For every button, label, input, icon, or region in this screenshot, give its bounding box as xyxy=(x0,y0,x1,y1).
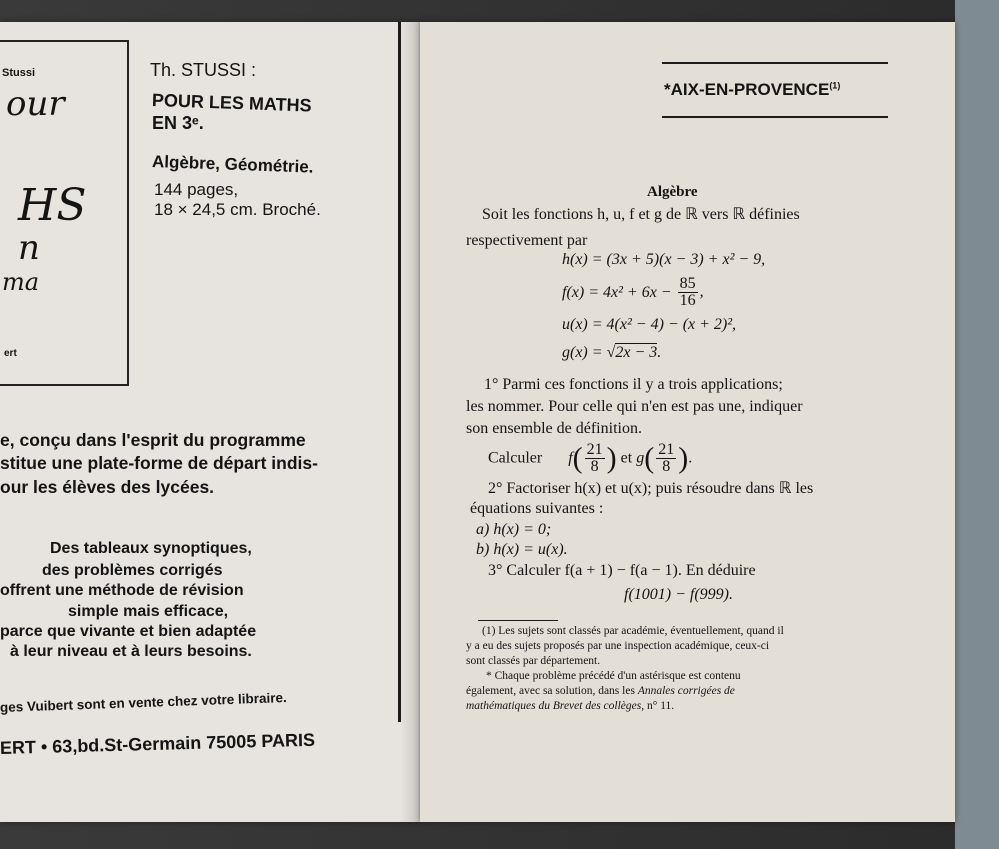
book-feature-line-3: offrent une méthode de révision xyxy=(0,582,244,599)
book-feature-line-1: Des tableaux synoptiques, xyxy=(50,540,252,557)
book-cover-author: Stussi xyxy=(2,67,36,79)
question-2-line-2: équations suivantes : xyxy=(470,500,604,517)
book-description-line-1: e, conçu dans l'esprit du programme xyxy=(0,430,306,450)
book-sales-line: ges Vuibert sont en vente chez votre libraire. xyxy=(0,689,287,715)
question-3-line-2: f(1001) − f(999). xyxy=(624,586,733,603)
book-cover-handwriting-4: ma xyxy=(2,268,40,296)
footnote-2-line-1: * Chaque problème précédé d'un astérisque est contenu xyxy=(486,670,741,682)
book-feature-line-6: à leur niveau et à leurs besoins. xyxy=(10,643,252,660)
book-size: 18 × 24,5 cm. Broché. xyxy=(154,200,321,219)
book-title-line-1: POUR LES MATHS xyxy=(151,90,312,116)
footnote-1-line-1: (1) Les sujets sont classés par académie, éventuellement, quand il xyxy=(482,625,784,637)
book-title-line-2: EN 3ᵉ. xyxy=(152,113,204,133)
calculate-line: Calculer f( $\frac{21}{8}$ ) et g( $\frac{21}{8}$ ). xyxy=(488,441,693,475)
footnote-separator xyxy=(478,620,558,621)
book-feature-line-2: des problèmes corrigés xyxy=(42,562,223,579)
equation-u: u(x) = 4(x² − 4) − (x + 2)², xyxy=(562,316,737,333)
book-cover-publisher: ert xyxy=(4,348,17,359)
book-description-line-3: our les élèves des lycées. xyxy=(0,477,215,497)
book-cover-handwriting-1: our xyxy=(6,84,65,124)
equation-h: h(x) = (3x + 5)(x − 3) + x² − 9, xyxy=(562,251,766,268)
equation-g: g(x) = √2x − 3. xyxy=(562,344,662,361)
book-cover-handwriting-2: HS xyxy=(18,180,87,231)
table-surface xyxy=(955,0,999,849)
equation-f: f(x) = 4x² + 6x − $\frac{85}{16}$ , xyxy=(562,275,704,309)
question-1-line-1: 1° Parmi ces fonctions il y a trois applications; xyxy=(484,376,783,393)
intro-line-1: Soit les fonctions h, u, f et g de ℝ vers ℝ définies xyxy=(482,206,800,223)
book-cover-handwriting-3: n xyxy=(18,228,40,268)
footnote-2-line-2: également, avec sa solution, dans les Annales corrigées de xyxy=(466,685,735,697)
section-title: Algèbre xyxy=(647,184,698,200)
book-feature-line-4: simple mais efficace, xyxy=(68,603,229,620)
question-2-part-a: a) h(x) = 0; xyxy=(476,521,552,538)
book-feature-line-5: parce que vivante et bien adaptée xyxy=(0,623,257,640)
footnote-1-line-2: y a eu des sujets proposés par une inspection académique, ceux-ci xyxy=(466,640,770,652)
header-rule-bottom xyxy=(662,116,888,118)
question-2-part-b: b) h(x) = u(x). xyxy=(476,541,568,558)
publisher-address: ERT • 63,bd.St-Germain 75005 PARIS xyxy=(0,729,316,758)
region-header: *AIX-EN-PROVENCE$^{(1)}$ xyxy=(664,80,841,99)
header-rule-top xyxy=(662,62,888,64)
book-description-line-2: stitue une plate-forme de départ indis- xyxy=(0,453,318,473)
intro-line-2: respectivement par xyxy=(466,232,588,249)
question-2-line-1: 2° Factoriser h(x) et u(x); puis résoudre dans ℝ les xyxy=(488,480,814,497)
question-1-line-3: son ensemble de définition. xyxy=(466,420,642,437)
question-3-line-1: 3° Calculer f(a + 1) − f(a − 1). En déduire xyxy=(488,562,756,579)
book-author: Th. STUSSI : xyxy=(150,60,257,80)
book-subjects: Algèbre, Géométrie. xyxy=(151,152,314,177)
question-1-line-2: les nommer. Pour celle qui n'en est pas une, indiquer xyxy=(466,398,803,415)
footnote-2-line-3: mathématiques du Brevet des collèges, n° 11. xyxy=(466,700,675,712)
footnote-1-line-3: sont classés par département. xyxy=(466,655,601,667)
book-pages: 144 pages, xyxy=(154,180,239,199)
